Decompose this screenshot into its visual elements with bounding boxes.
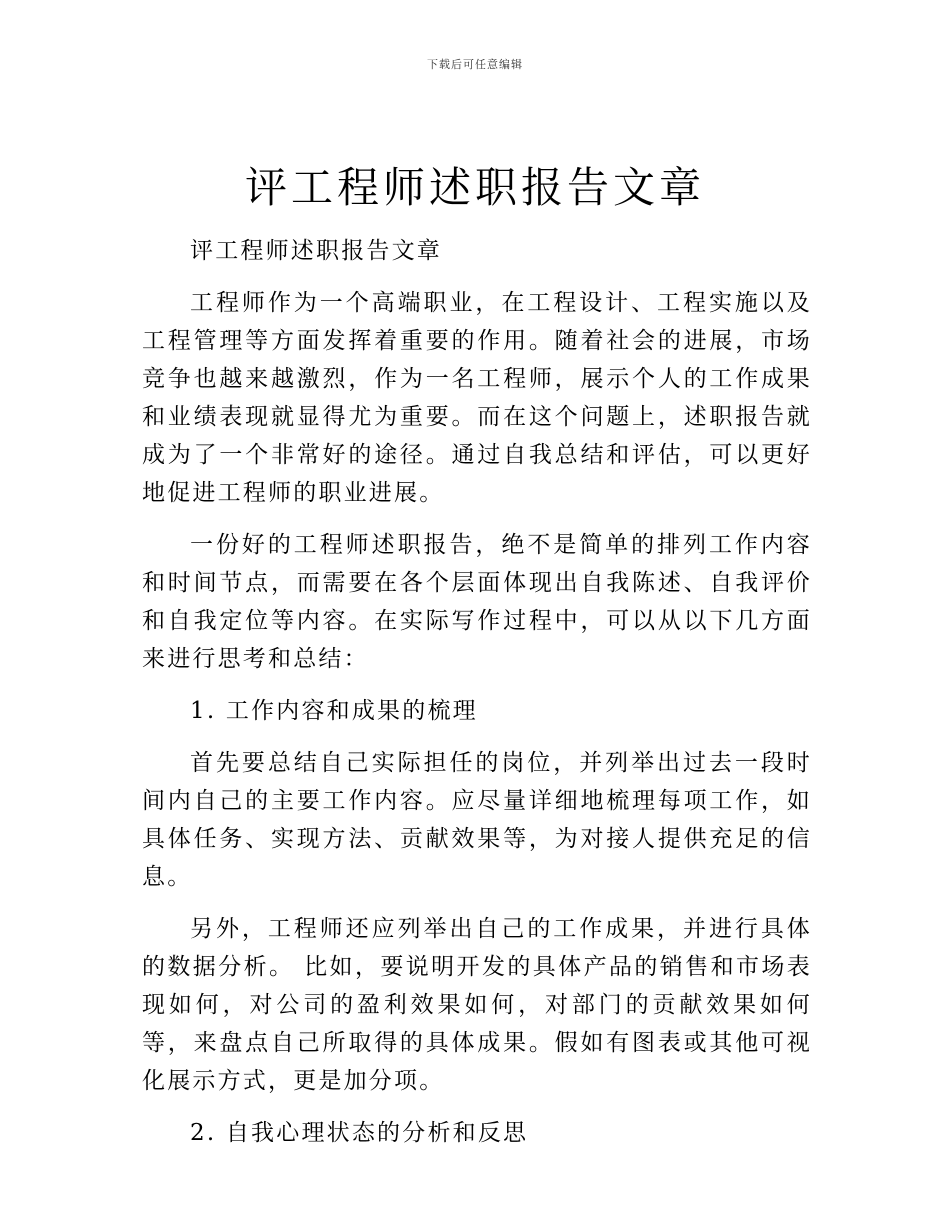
body-paragraph-overview: 一份好的工程师述职报告，绝不是简单的排列工作内容和时间节点，而需要在各个层面体现出自我陈述、自我评价和自我定位等内容。在实际写作过程中，可以从以下几方面来进行思考和总结： — [142, 532, 812, 672]
page-header-note: 下载后可任意编辑 — [427, 58, 523, 71]
body-paragraph-title-repeat: 评工程师述职报告文章 — [190, 238, 442, 264]
body-paragraph-intro: 工程师作为一个高端职业，在工程设计、工程实施以及工程管理等方面发挥着重要的作用。随着社会的进展，市场竞争也越来越激烈，作为一名工程师，展示个人的工作成果和业绩表现就显得尤为重要。而在这个问题上，述职报告就成为了一个非常好的途径。通过自我总结和评估，可以更好地促进工程师的职业进展。 — [142, 290, 812, 506]
document-body — [142, 232, 812, 1166]
section-heading-2: 2. 自我心理状态的分析和反思 — [190, 1120, 529, 1146]
body-paragraph-work-results: 另外，工程师还应列举出自己的工作成果，并进行具体的数据分析。 比如，要说明开发的具体产品的销售和市场表现如何，对公司的盈利效果如何，对部门的贡献效果如何等，来盘点自己所取得的具体成果。假如有图表或其他可视化展示方式，更是加分项。 — [142, 916, 812, 1094]
body-paragraph-work-content: 首先要总结自己实际担任的岗位，并列举出过去一段时间内自己的主要工作内容。应尽量详细地梳理每项工作，如具体任务、实现方法、贡献效果等，为对接人提供充足的信息。 — [142, 750, 812, 890]
document-title: 评工程师述职报告文章 — [244, 163, 705, 212]
section-heading-1: 1. 工作内容和成果的梳理 — [190, 698, 478, 724]
